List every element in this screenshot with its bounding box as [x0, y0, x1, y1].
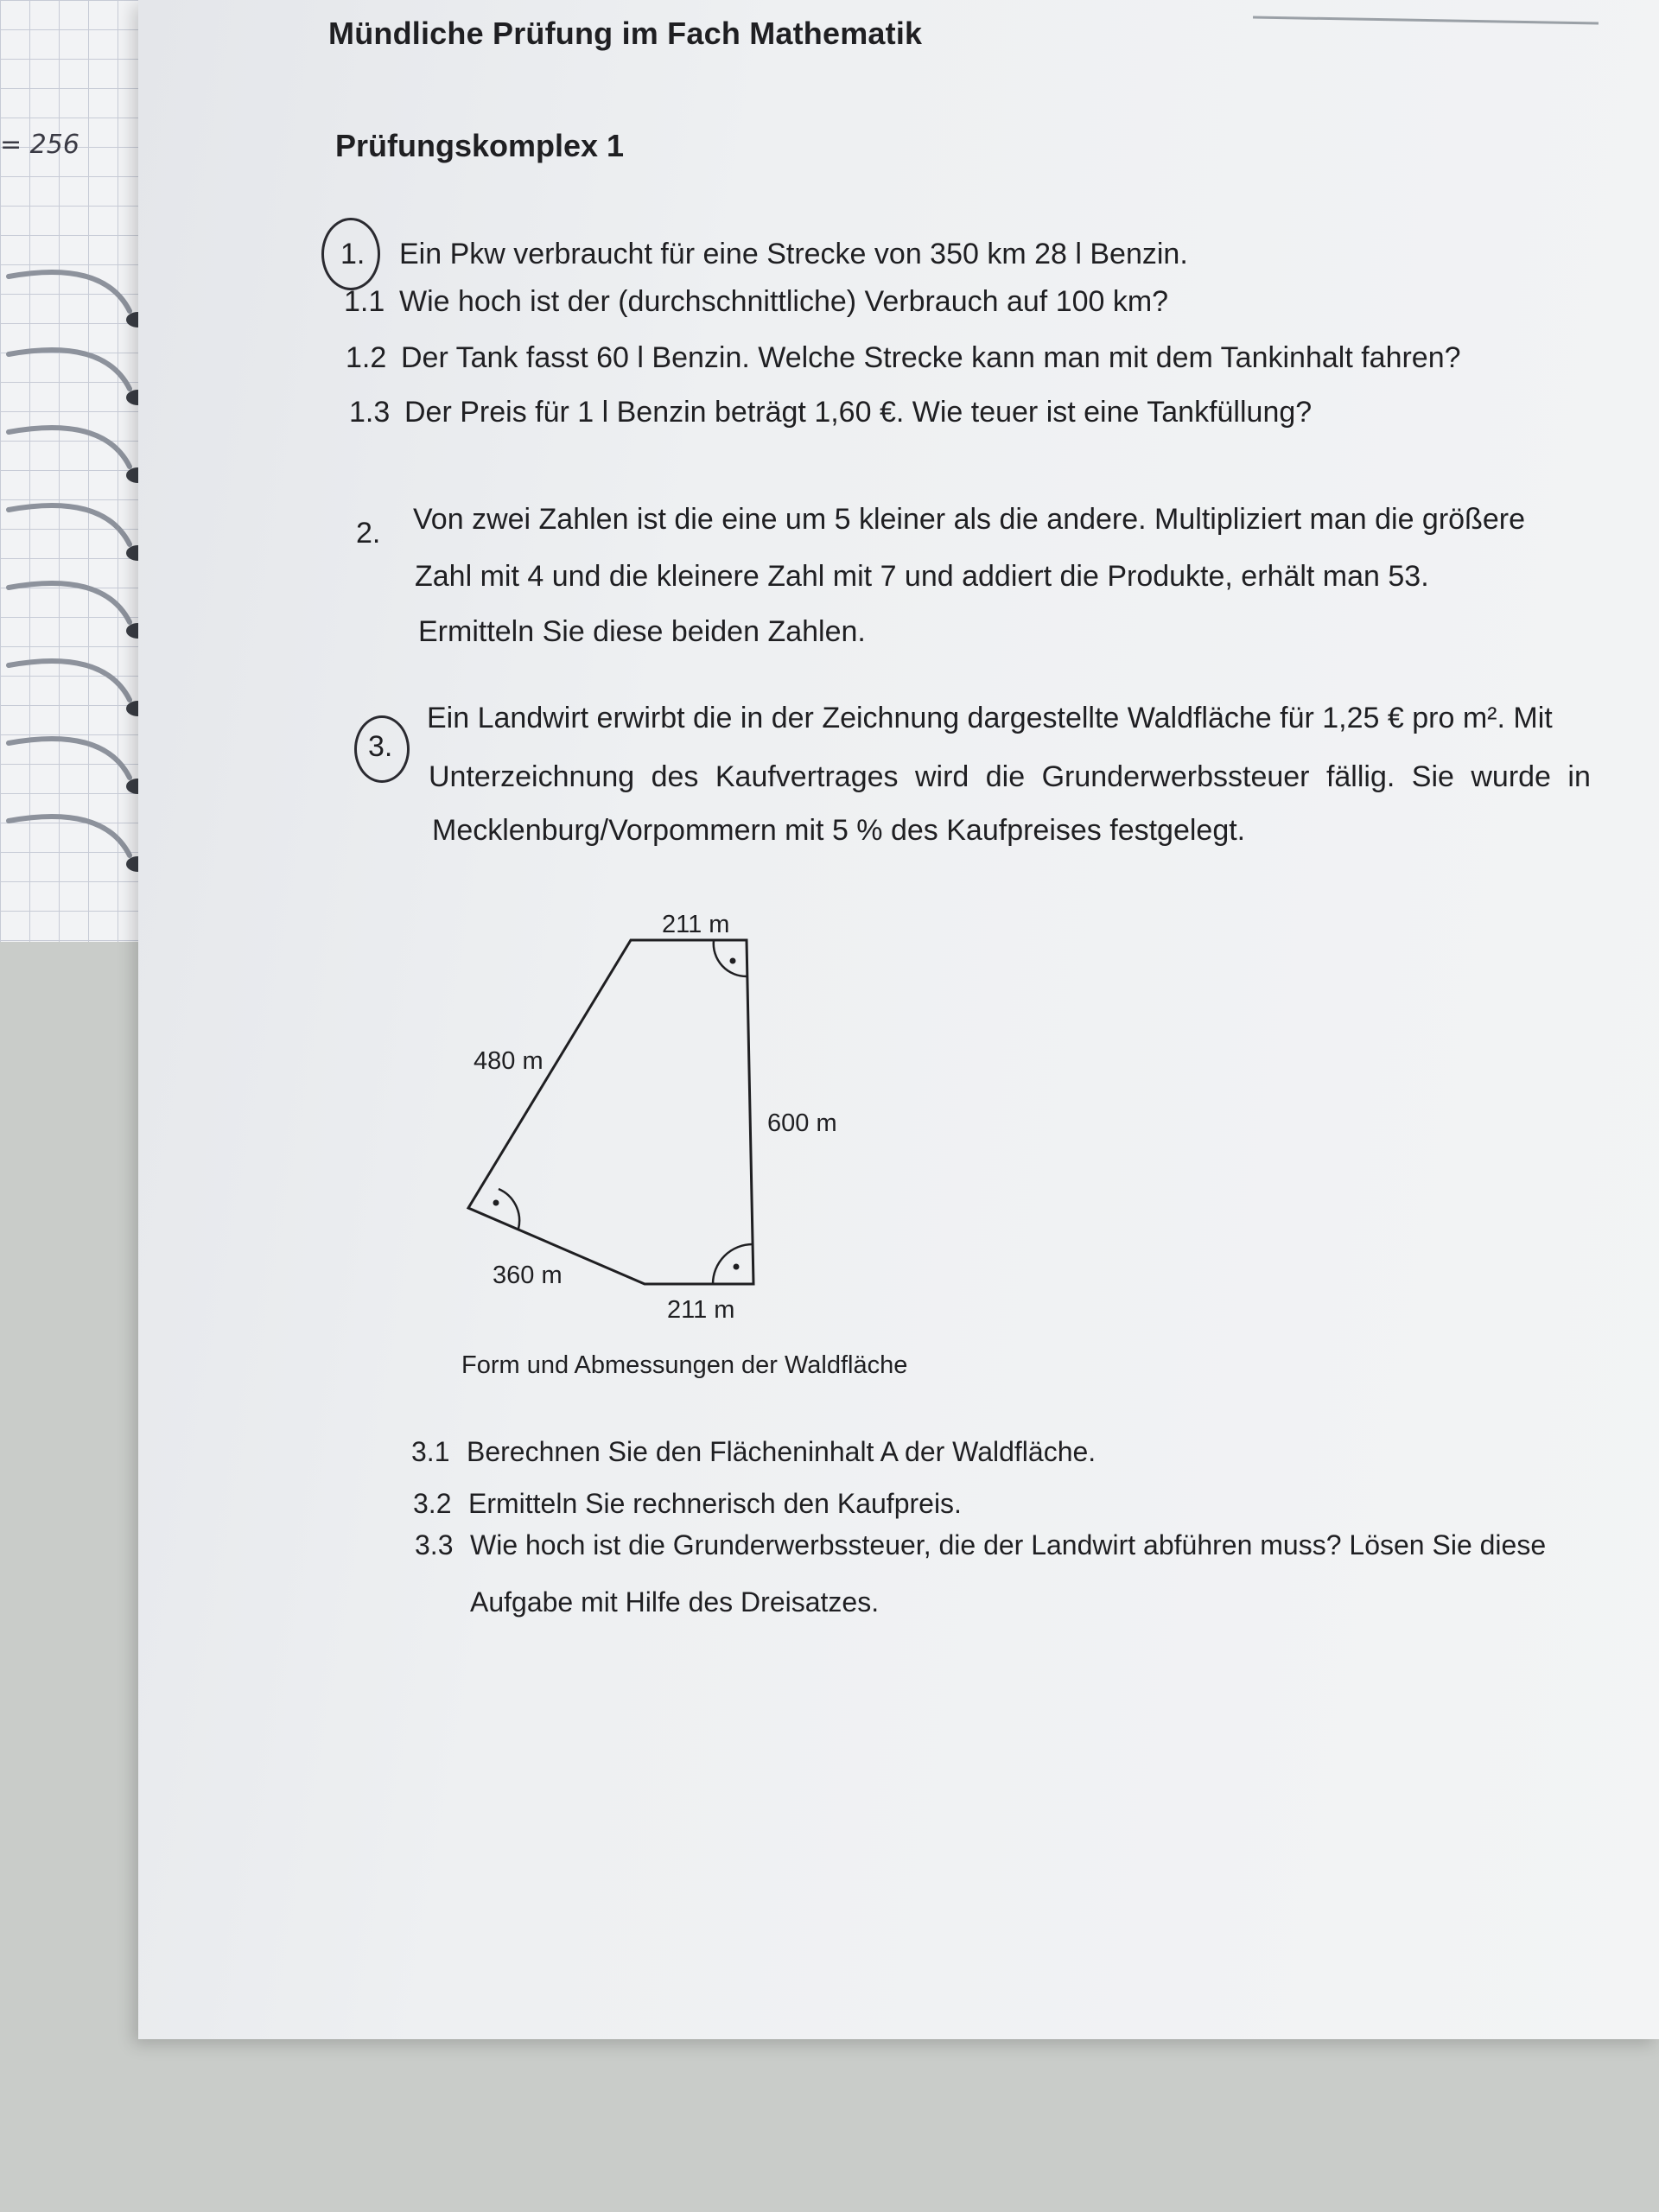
diagram-caption: Form und Abmessungen der Waldfläche [461, 1351, 908, 1379]
label-left-lower: 360 m [493, 1262, 563, 1289]
right-angle-arc [713, 1244, 753, 1284]
label-right: 600 m [767, 1109, 837, 1137]
subtask-number: 3.3 [415, 1529, 454, 1560]
task3-subtask [413, 1488, 962, 1520]
subtask-text: Berechnen Sie den Flächeninhalt A der Waldfläche. [467, 1436, 1096, 1467]
right-angle-arc [714, 940, 747, 976]
right-angle-dot [730, 958, 736, 964]
task3-line: Mecklenburg/Vorpommern mit 5 % des Kaufpreises festgelegt. [432, 814, 1246, 847]
task3-subtask-continuation: Aufgabe mit Hilfe des Dreisatzes. [470, 1586, 880, 1618]
forest-polygon [468, 940, 753, 1284]
subtask-text: Wie hoch ist der (durchschnittliche) Verbrauch auf 100 km? [399, 285, 1169, 318]
subtask-number: 1.3 [349, 396, 391, 429]
subtask-number: 1.2 [346, 341, 387, 374]
notebook-note: = 256 [0, 130, 79, 160]
subtask-text: Der Tank fasst 60 l Benzin. Welche Strecke kann man mit dem Tankinhalt fahren? [401, 341, 1461, 374]
page-title: Mündliche Prüfung im Fach Mathematik [328, 16, 923, 51]
right-angle-dot [493, 1200, 499, 1206]
task3-subtask [415, 1529, 1546, 1561]
label-bottom: 211 m [667, 1296, 735, 1324]
task2-line: Ermitteln Sie diese beiden Zahlen. [418, 615, 866, 648]
subtask-number: 3.1 [411, 1436, 450, 1467]
task1-number: 1. [340, 238, 365, 270]
task1-subtask [344, 285, 1168, 319]
task3-subtask [411, 1436, 1096, 1468]
subtask-text: Wie hoch ist die Grunderwerbssteuer, die der Landwirt abführen muss? Lösen Sie diese [470, 1529, 1547, 1560]
label-left-upper: 480 m [474, 1047, 543, 1075]
section-title: Prüfungskomplex 1 [335, 128, 625, 163]
task3-line: Unterzeichnung des Kaufvertrages wird die Grunderwerbssteuer fällig. Sie wurde in [429, 760, 1591, 793]
subtask-number: 3.2 [413, 1488, 452, 1519]
task3-number: 3. [368, 730, 393, 763]
right-angle-dot [734, 1264, 740, 1270]
task2-line: Von zwei Zahlen ist die eine um 5 kleiner als die andere. Multipliziert man die größere [413, 503, 1525, 536]
subtask-number: 1.1 [344, 285, 385, 318]
task1-subtask [346, 341, 1461, 375]
task1-intro: Ein Pkw verbraucht für eine Strecke von 350 km 28 l Benzin. [399, 238, 1188, 270]
task3-line: Ein Landwirt erwirbt die in der Zeichnung dargestellte Waldfläche für 1,25 € pro m². Mit [427, 702, 1553, 734]
subtask-text: Der Preis für 1 l Benzin beträgt 1,60 €. Wie teuer ist eine Tankfüllung? [404, 396, 1313, 429]
subtask-text: Ermitteln Sie rechnerisch den Kaufpreis. [468, 1488, 962, 1519]
task2-line: Zahl mit 4 und die kleinere Zahl mit 7 und addiert die Produkte, erhält man 53. [415, 560, 1429, 593]
task2-number: 2. [356, 517, 381, 550]
task1-subtask [349, 396, 1312, 429]
label-top: 211 m [662, 911, 730, 938]
